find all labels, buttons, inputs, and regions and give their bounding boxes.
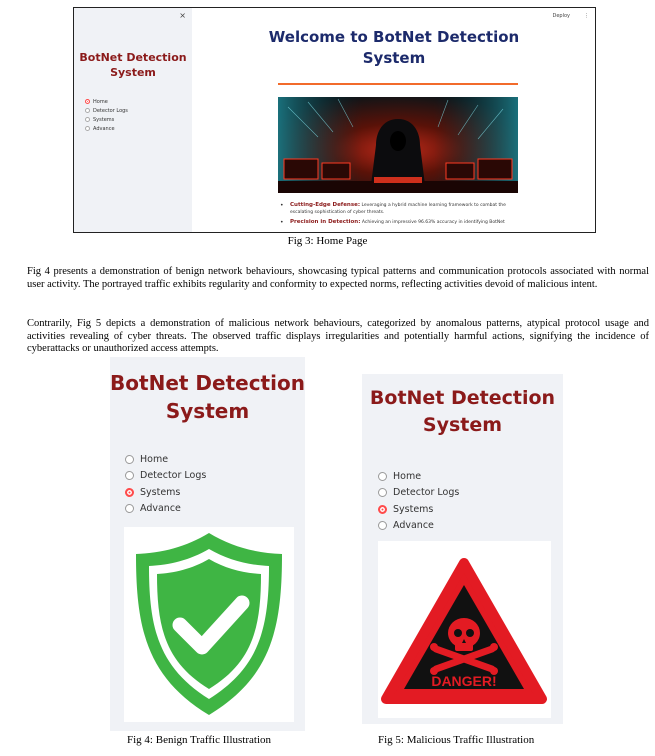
nav-label: Detector Logs	[140, 470, 207, 482]
nav-label: Home	[93, 98, 108, 105]
radio-icon[interactable]	[125, 455, 134, 464]
paragraph-benign: Fig 4 presents a demonstration of benign network behaviours, showcasing typical patterns and communication protocols associated with normal user activity. The portrayed traffic exhibits regularity and conformity to expected norms, reflecting activities devoid of malicious intent.	[27, 266, 649, 290]
nav-label: Advance	[93, 125, 115, 132]
nav-item-systems[interactable]	[85, 115, 128, 124]
radio-icon[interactable]	[125, 504, 134, 513]
page-title: Welcome to BotNet Detection System	[268, 28, 520, 67]
nav-item-detector-logs[interactable]	[125, 468, 206, 485]
bullet-heading: Precision in Detection:	[290, 219, 361, 225]
radio-selected-icon[interactable]	[85, 99, 90, 104]
nav-label: Home	[140, 453, 169, 465]
paragraph-malicious: Contrarily, Fig 5 depicts a demonstration of malicious network behaviours, categorized by anomalous patterns, atypical protocol usage and activities revealing of cyber threats. The observed traffic displays irregularities and potentially harmful actions, signifying the incidence of cyberattacks or unauthorized access attempts.	[27, 318, 649, 354]
nav-label: Systems	[393, 503, 434, 515]
sidebar-nav	[85, 97, 128, 133]
panel-title: BotNet Detection System	[110, 371, 305, 423]
more-menu-icon[interactable]: ⋮	[584, 13, 589, 19]
radio-icon[interactable]	[378, 472, 387, 481]
malicious-image	[378, 541, 551, 718]
radio-icon[interactable]	[125, 471, 134, 480]
radio-selected-icon[interactable]	[378, 505, 387, 514]
nav-item-advance[interactable]	[378, 518, 459, 535]
danger-skull-warning-icon	[378, 541, 551, 718]
radio-icon[interactable]	[85, 108, 90, 113]
nav-item-detector-logs[interactable]	[378, 485, 459, 502]
nav-item-systems[interactable]	[378, 501, 459, 518]
panel-nav	[378, 468, 459, 534]
title-divider	[278, 83, 518, 85]
list-item	[280, 202, 524, 216]
panel-title: BotNet Detection System	[369, 387, 556, 436]
nav-label: Systems	[140, 486, 181, 498]
bullet-heading: Cutting-Edge Defense:	[290, 202, 361, 208]
nav-item-advance[interactable]	[125, 501, 206, 518]
feature-list	[280, 202, 524, 229]
nav-item-detector-logs[interactable]	[85, 106, 128, 115]
fig4-panel	[110, 357, 305, 731]
radio-selected-icon[interactable]	[125, 488, 134, 497]
radio-icon[interactable]	[378, 488, 387, 497]
bullet-text: Achieving an impressive 96.63% accuracy in identifying BotNet	[360, 220, 505, 225]
benign-image	[124, 527, 294, 722]
fig4-caption: Fig 4: Benign Traffic Illustration	[127, 734, 272, 746]
radio-icon[interactable]	[378, 521, 387, 530]
nav-label: Home	[393, 470, 422, 482]
sidebar-title: BotNet Detection System	[79, 51, 187, 79]
nav-label: Advance	[393, 520, 434, 532]
bullet-text: Leveraging a hybrid machine learning framework to combat the escalating sophistication of cyber threats.	[290, 203, 506, 215]
nav-item-home[interactable]	[125, 451, 206, 468]
nav-label: Systems	[93, 116, 115, 123]
nav-item-advance[interactable]	[85, 124, 128, 133]
nav-label: Detector Logs	[393, 487, 460, 499]
green-shield-checkmark-icon	[124, 527, 294, 722]
top-bar	[552, 13, 589, 19]
nav-item-home[interactable]	[378, 468, 459, 485]
list-item	[280, 219, 524, 226]
fig3-caption: Fig 3: Home Page	[287, 235, 368, 247]
close-icon[interactable]: ×	[179, 11, 186, 20]
radio-icon[interactable]	[85, 117, 90, 122]
nav-label: Advance	[140, 503, 181, 515]
sidebar	[74, 8, 192, 232]
radio-icon[interactable]	[85, 126, 90, 131]
danger-label: DANGER!	[431, 673, 497, 689]
fig3-screenshot	[73, 7, 596, 233]
deploy-button[interactable]: Deploy	[552, 13, 570, 19]
nav-item-systems[interactable]	[125, 484, 206, 501]
fig5-caption: Fig 5: Malicious Traffic Illustration	[378, 734, 535, 746]
nav-label: Detector Logs	[93, 107, 128, 114]
hooded-hacker-image	[278, 97, 518, 193]
panel-nav	[125, 451, 206, 517]
nav-item-home[interactable]	[85, 97, 128, 106]
fig5-panel	[362, 374, 563, 724]
